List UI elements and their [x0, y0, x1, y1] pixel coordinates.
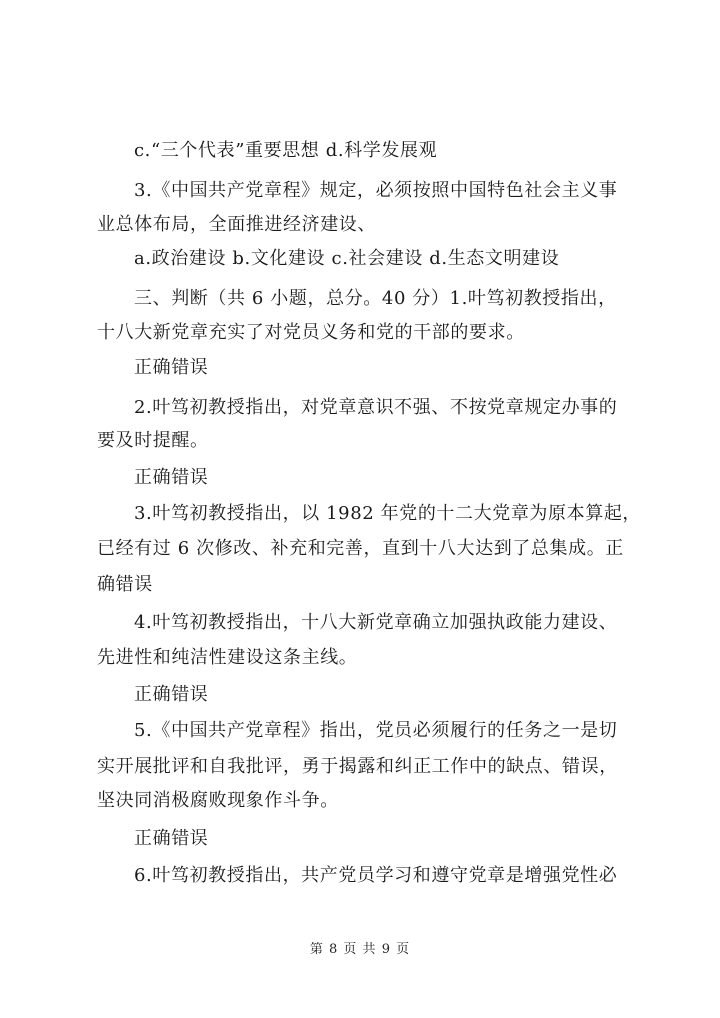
text-line: 3.《中国共产党章程》规定，必须按照中国特色社会主义事: [134, 180, 618, 201]
text-line: 三、判断（共 6 小题，总分。40 分）1.叶笃初教授指出，: [134, 288, 617, 309]
text-line: 2.叶笃初教授指出，对党章意识不强、不按党章规定办事的: [134, 397, 618, 418]
text-line: 确错误: [97, 574, 153, 595]
text-line: 正确错误: [134, 357, 209, 378]
text-line: 正确错误: [134, 684, 209, 705]
text-line: 正确错误: [134, 467, 209, 488]
text-line: 4.叶笃初教授指出，十八大新党章确立加强执政能力建设、: [134, 612, 618, 633]
text-line: 要及时提醒。: [97, 430, 209, 451]
text-line: 6.叶笃初教授指出，共产党员学习和遵守党章是增强党性必: [134, 865, 618, 886]
page-footer: 第 8 页 共 9 页: [309, 942, 411, 957]
text-line: 正确错误: [134, 828, 209, 849]
text-line: 业总体布局，全面推进经济建设、: [97, 214, 376, 235]
text-line: c.“三个代表”重要思想 d.科学发展观: [134, 140, 438, 161]
text-line: 坚决同消极腐败现象作斗争。: [97, 790, 339, 811]
text-line: 十八大新党章充实了对党员义务和党的干部的要求。: [97, 322, 525, 343]
text-line: 5.《中国共产党章程》指出，党员必须履行的任务之一是切: [134, 720, 618, 741]
text-line: 3.叶笃初教授指出，以 1982 年党的十二大党章为原本算起，: [134, 503, 642, 524]
text-line: 已经有过 6 次修改、补充和完善，直到十八大达到了总集成。正: [97, 538, 624, 559]
text-line: a.政治建设 b.文化建设 c.社会建设 d.生态文明建设: [134, 248, 560, 269]
text-line: 先进性和纯洁性建设这条主线。: [97, 647, 358, 668]
text-line: 实开展批评和自我批评，勇于揭露和纠正工作中的缺点、错误，: [97, 756, 618, 777]
